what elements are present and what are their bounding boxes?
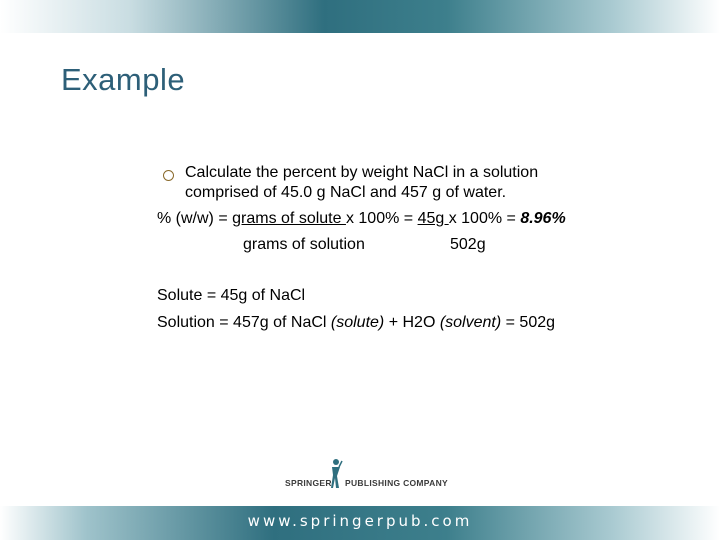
springer-logo (285, 458, 448, 492)
solute-line: Solute = 45g of NaCl (157, 287, 306, 304)
formula-line (157, 209, 566, 229)
solution-line (157, 313, 555, 333)
solute-label: (solute) (330, 314, 385, 331)
bullet-text-line1: Calculate the percent by weight NaCl in a solution (185, 164, 539, 181)
logo-left-text: SPRINGER (285, 478, 332, 488)
bullet-circle-icon (163, 170, 174, 181)
formula-numerator: grams of solute (232, 210, 346, 227)
formula-value-denominator: 502g (450, 236, 486, 253)
bullet-text-line2: comprised of 45.0 g NaCl and 457 g of water. (185, 184, 507, 201)
formula-times1: x 100% = (345, 210, 418, 227)
footer-url: www.springerpub.com (247, 512, 473, 530)
formula-result: 8.96% (520, 210, 566, 227)
formula-value-numerator: 45g (417, 210, 449, 227)
solution-part1: Solution = 457g of NaCl (157, 314, 331, 331)
solution-part3: = 502g (501, 314, 556, 331)
formula-prefix: % (w/w) = (157, 210, 233, 227)
formula-times2: x 100% = (448, 210, 521, 227)
solution-part2: + H2O (384, 314, 440, 331)
solvent-label: (solvent) (439, 314, 502, 331)
formula-denominator: grams of solution (243, 236, 365, 253)
person-figure-icon (329, 458, 343, 490)
top-banner (0, 0, 720, 33)
logo-right-text: PUBLISHING COMPANY (345, 478, 448, 488)
slide-title: Example (61, 62, 186, 97)
